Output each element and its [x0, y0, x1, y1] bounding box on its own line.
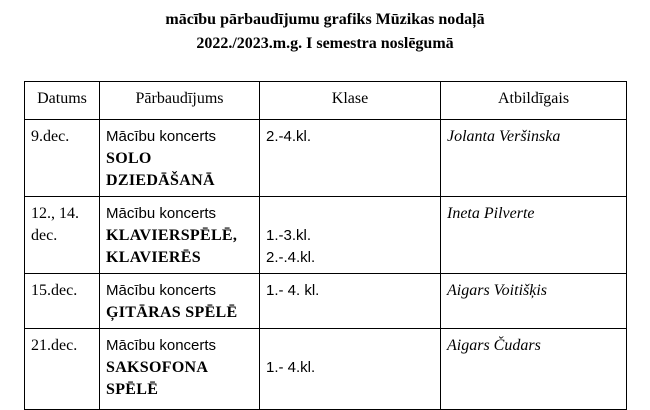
cell-klase — [260, 329, 441, 410]
date-text: 15.dec. — [31, 282, 78, 299]
cell-atbildigais — [441, 120, 627, 197]
exam-name: SOLO — [106, 150, 152, 167]
cell-klase — [260, 120, 441, 197]
responsible-person: Aigars Čudars — [447, 337, 541, 354]
cell-datums — [25, 274, 100, 329]
cell-datums — [25, 197, 100, 274]
exam-name: KLAVIERSPĒLĒ, — [106, 227, 238, 244]
cell-parbaudijums — [100, 274, 260, 329]
cell-klase — [260, 197, 441, 274]
document-subtitle: 2022./2023.m.g. I semestra noslēgumā — [196, 35, 454, 52]
class-range: 1.- 4. kl. — [266, 282, 320, 299]
class-range: 2.-4.kl. — [266, 128, 312, 145]
exam-type: Mācību koncerts — [106, 337, 217, 354]
cell-parbaudijums — [100, 329, 260, 410]
exam-name: SAKSOFONA — [106, 359, 209, 376]
document-title: mācību pārbaudījumu grafiks Mūzikas nodaļā — [165, 11, 485, 28]
class-range: 1.-3.kl. — [266, 227, 312, 244]
cell-atbildigais — [441, 197, 627, 274]
column-header-parbaudijums: Pārbaudījums — [100, 82, 260, 120]
cell-parbaudijums — [100, 120, 260, 197]
date-text: dec. — [31, 227, 58, 244]
exam-type: Mācību koncerts — [106, 205, 217, 222]
cell-atbildigais — [441, 329, 627, 410]
table-row — [25, 274, 627, 329]
exam-type: Mācību koncerts — [106, 282, 217, 299]
cell-klase — [260, 274, 441, 329]
exam-name: KLAVIERĒS — [106, 249, 201, 266]
exam-name: SPĒLĒ — [106, 381, 159, 398]
class-range: 2.-.4.kl. — [266, 249, 316, 266]
table-row — [25, 197, 627, 274]
date-text: 9.dec. — [31, 128, 70, 145]
date-text: 21.dec. — [31, 337, 78, 354]
class-range: 1.- 4.kl. — [266, 359, 316, 376]
responsible-person: Ineta Pilverte — [447, 205, 535, 222]
exam-name: ĢITĀRAS SPĒLĒ — [106, 304, 238, 321]
schedule-table — [24, 81, 627, 410]
column-header-atbildigais: Atbildīgais — [441, 82, 627, 120]
column-header-datums: Datums — [25, 82, 100, 120]
column-header-klase: Klase — [260, 82, 441, 120]
cell-datums — [25, 329, 100, 410]
table-header-row — [25, 82, 627, 120]
cell-parbaudijums — [100, 197, 260, 274]
responsible-person: Jolanta Veršinska — [447, 128, 561, 145]
table-row — [25, 120, 627, 197]
exam-name: DZIEDĀŠANĀ — [106, 172, 215, 189]
cell-atbildigais — [441, 274, 627, 329]
exam-type: Mācību koncerts — [106, 128, 217, 145]
cell-datums — [25, 120, 100, 197]
responsible-person: Aigars Voitišķis — [447, 282, 548, 299]
table-row — [25, 329, 627, 410]
date-text: 12., 14. — [31, 205, 79, 222]
